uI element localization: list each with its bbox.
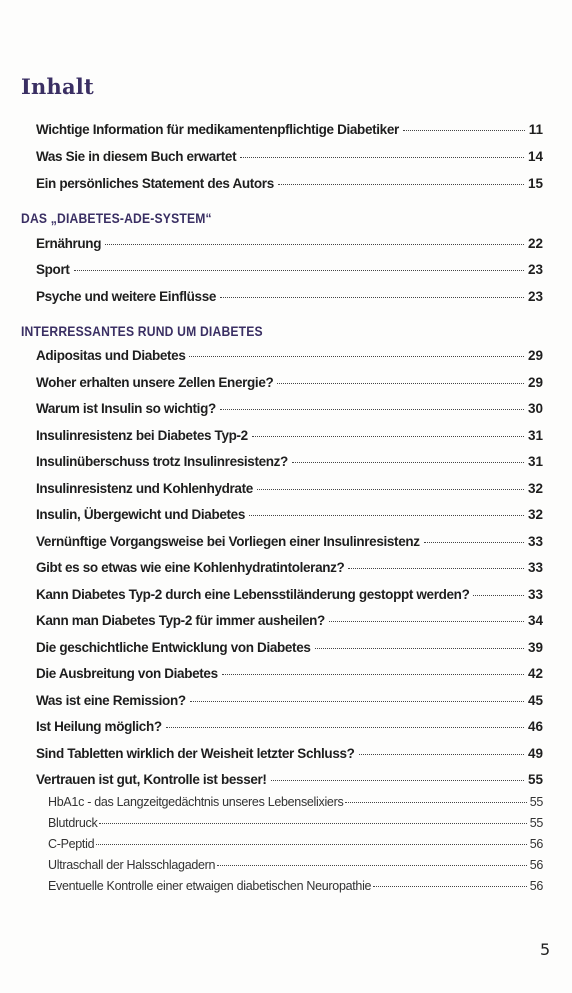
dot-leader [252,436,524,437]
toc-entry[interactable] [36,401,543,419]
toc-entry-title: Ein persönliches Statement des Autors [36,176,274,191]
toc-entry-page: 39 [527,640,543,655]
toc-entry-title: Vertrauen ist gut, Kontrolle ist besser! [36,772,267,787]
toc-entry-page: 32 [527,481,543,496]
toc-entry[interactable] [36,481,543,499]
dot-leader [271,780,524,781]
toc-entry[interactable] [36,289,543,307]
toc-subentry-page: 56 [529,858,543,872]
toc-entry-page: 45 [527,693,543,708]
toc-entry-title: Wichtige Information für medikamentenpflichtige Diabetiker [36,122,399,137]
dot-leader [166,727,524,728]
toc-entry[interactable] [36,746,543,764]
dot-leader [278,184,524,185]
toc-entry-page: 33 [527,560,543,575]
toc-entry-page: 34 [527,613,543,628]
toc-entry[interactable] [36,507,543,525]
toc-subentry[interactable] [48,858,543,876]
toc-entry-page: 31 [527,454,543,469]
toc-subentry-title: Ultraschall der Halsschlagadern [48,858,216,872]
toc-entry-title: Vernünftige Vorgangsweise bei Vorliegen einer Insulinresistenz [36,534,420,549]
dot-leader [190,701,524,702]
section-heading: INTERRESSANTES RUND UM DIABETES [21,324,263,339]
toc-entry-title: Kann Diabetes Typ-2 durch eine Lebensstiländerung gestoppt werden? [36,587,470,602]
dot-leader [220,297,524,298]
dot-leader [359,754,524,755]
toc-entry-page: 55 [527,772,543,787]
toc-subentry-title: C-Peptid [48,837,95,851]
toc-entry-title: Gibt es so etwas wie eine Kohlenhydratintoleranz? [36,560,345,575]
toc-subentry-title: Eventuelle Kontrolle einer etwaigen diabetischen Neuropathie [48,879,372,893]
toc-subentry-title: Blutdruck [48,816,98,830]
toc-entry-page: 31 [527,428,543,443]
toc-entry[interactable] [36,560,543,578]
toc-entry-page: 49 [527,746,543,761]
toc-entry-title: Insulinresistenz und Kohlenhydrate [36,481,253,496]
toc-entry[interactable] [36,454,543,472]
toc-subentry[interactable] [48,816,543,834]
toc-entry-page: 11 [528,122,543,137]
toc-entry[interactable] [36,666,543,684]
dot-leader [257,489,524,490]
toc-entry-page: 23 [527,289,543,304]
toc-subentry-title: HbA1c - das Langzeitgedächtnis unseres Lebenselixiers [48,795,344,809]
toc-entry-page: 33 [527,587,543,602]
toc-entry-title: Was ist eine Remission? [36,693,186,708]
toc-entry-title: Woher erhalten unsere Zellen Energie? [36,375,274,390]
toc-entry-title: Ernährung [36,236,102,251]
toc-subentry-page: 56 [529,837,543,851]
toc-entry-title: Insulin, Übergewicht und Diabetes [36,507,245,522]
toc-entry-title: Die geschichtliche Entwicklung von Diabetes [36,640,311,655]
dot-leader [277,383,524,384]
toc-entry-page: 42 [527,666,543,681]
dot-leader [292,462,524,463]
toc-entry-title: Sind Tabletten wirklich der Weisheit letzter Schluss? [36,746,355,761]
toc-entry-title: Sport [36,262,70,277]
toc-entry-title: Insulinüberschuss trotz Insulinresistenz? [36,454,288,469]
toc-entry[interactable] [36,176,543,194]
toc-entry[interactable] [36,122,543,140]
toc-entry[interactable] [36,348,543,366]
dot-leader [329,621,524,622]
toc-entry-page: 33 [527,534,543,549]
toc-entry[interactable] [36,587,543,605]
dot-leader [315,648,524,649]
toc-entry[interactable] [36,149,543,167]
dot-leader [403,130,525,131]
dot-leader [373,886,527,887]
toc-subentry-page: 56 [529,879,543,893]
toc-entry[interactable] [36,772,543,790]
toc-entry-title: Insulinresistenz bei Diabetes Typ-2 [36,428,248,443]
toc-subentry[interactable] [48,879,543,897]
toc-subentry[interactable] [48,837,543,855]
dot-leader [240,157,524,158]
dot-leader [222,674,524,675]
toc-entry-page: 32 [527,507,543,522]
toc-entry-page: 14 [527,149,543,164]
toc-entry-page: 30 [527,401,543,416]
toc-entry-title: Was Sie in diesem Buch erwartet [36,149,237,164]
toc-entry[interactable] [36,262,543,280]
toc-entry[interactable] [36,613,543,631]
dot-leader [217,865,527,866]
toc-entry-page: 29 [527,348,543,363]
dot-leader [74,270,524,271]
toc-entry-title: Die Ausbreitung von Diabetes [36,666,218,681]
dot-leader [345,802,527,803]
toc-entry-page: 46 [527,719,543,734]
toc-entry[interactable] [36,640,543,658]
dot-leader [348,568,524,569]
toc-entry[interactable] [36,719,543,737]
toc-entry[interactable] [36,375,543,393]
dot-leader [105,244,524,245]
toc-entry[interactable] [36,693,543,711]
toc-subentry-page: 55 [529,795,543,809]
toc-entry-page: 22 [527,236,543,251]
dot-leader [96,844,527,845]
dot-leader [424,542,524,543]
dot-leader [220,409,524,410]
toc-entry-title: Psyche und weitere Einflüsse [36,289,217,304]
toc-entry-title: Warum ist Insulin so wichtig? [36,401,216,416]
page-title: Inhalt [21,74,94,99]
toc-subentry-page: 55 [529,816,543,830]
toc-subentry[interactable] [48,795,543,813]
page-number: 5 [540,940,551,959]
toc-entry-title: Kann man Diabetes Typ-2 für immer ausheilen? [36,613,325,628]
dot-leader [473,595,524,596]
toc-entry-page: 23 [527,262,543,277]
dot-leader [249,515,524,516]
toc-entry[interactable] [36,236,543,254]
section-heading: DAS „DIABETES-ADE-SYSTEM“ [21,211,212,226]
toc-entry-title: Ist Heilung möglich? [36,719,162,734]
toc-entry[interactable] [36,428,543,446]
dot-leader [189,356,523,357]
toc-entry[interactable] [36,534,543,552]
toc-entry-title: Adipositas und Diabetes [36,348,186,363]
toc-entry-page: 29 [527,375,543,390]
dot-leader [99,823,527,824]
toc-entry-page: 15 [527,176,543,191]
